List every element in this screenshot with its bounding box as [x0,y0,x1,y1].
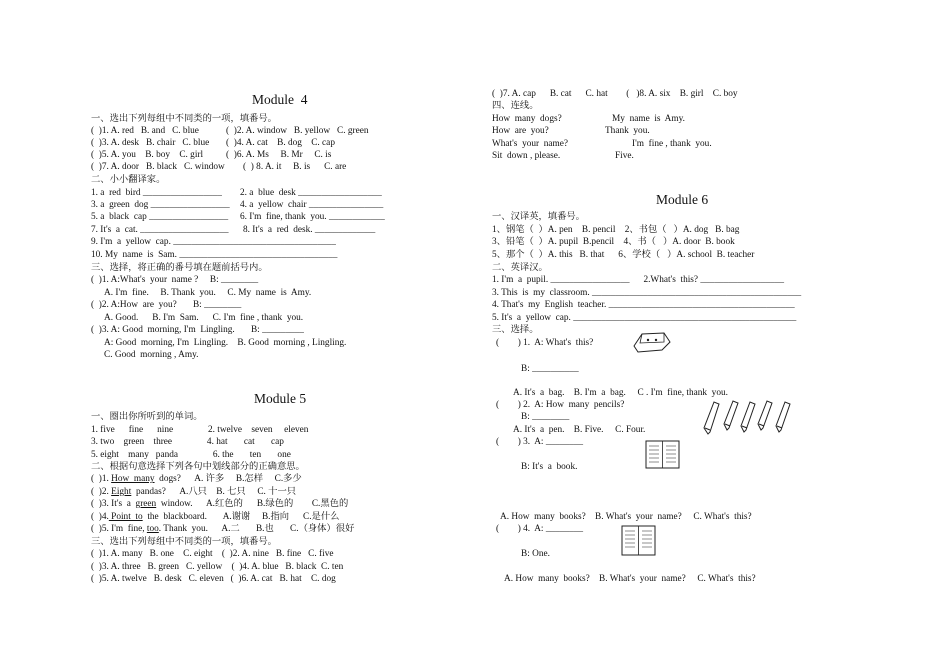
m4-q6: ( )6. A. Ms B. Mr C. is [226,150,332,160]
m4-choice-2: ( )2. A:How are you? B: ________ [91,300,242,310]
m4-translate-4: 4. a yellow chair ________________ [240,200,384,210]
m6-choice-4: ( ) 4. A: ________ [496,524,584,534]
m4-section-3-heading: 三、选择，将正确的番号填在题前括号内。 [91,263,268,273]
m4-translate-1: 1. a red bird _________________ [91,188,222,198]
m5-section-1-heading: 一、圈出你所听到的单词。 [91,412,203,422]
q-prefix: ( )5. I'm fine, [91,524,147,534]
m5-section-4-heading: 四、连线。 [492,101,539,111]
q-prefix: ( )1. [91,474,112,484]
pencils-icon [702,400,802,436]
q-rest: window. A.红色的 B.绿色的 C.黑色的 [156,499,349,509]
m4-choice-3-options-b: C. Good morning , Amy. [104,350,199,360]
book-icon [645,440,681,470]
m5-odd-2: ( )3. A. three B. green C. yellow ( )4. A. blue B. black C. ten [91,562,344,572]
m6-choice-4-options: A. How many books? B. What's your name? C. What's this? [504,574,756,584]
m4-q7: ( )7. A. door B. black C. window [91,162,225,172]
m6-yinghan-1: 1. I'm a pupil. _________________ 2.What's this? __________________ [492,275,785,285]
m5-odd-1: ( )1. A. many B. one C. eight ( )2. A. nine B. fine C. five [91,549,334,559]
m6-choice-2: ( ) 2. A: How many pencils? [496,400,625,410]
m4-translate-5: 5. a black cap _________________ [91,212,229,222]
m6-choice-3: ( ) 3. A: ________ [496,437,584,447]
m4-translate-9: 9. I'm a yellow cap. ___________________________________ [91,237,336,247]
underlined-word: too [146,524,159,534]
match-left-3: What's your name? [492,139,569,149]
m5-odd-3: ( )5. A. twelve B. desk C. eleven ( )6. A. cat B. hat C. dog [91,574,336,584]
q-rest: . Thank you. A.二 B.也 C.（身体）很好 [158,524,355,534]
m5-meaning-3 [91,498,348,510]
m4-choice-2-options: A. Good. B. I'm Sam. C. I'm fine , thank you. [104,313,304,323]
m4-section-2-heading: 二、小小翻译家。 [91,175,166,185]
m5-section-3-heading: 三、选出下列每组中不同类的一项，填番号。 [91,537,277,547]
underlined-word: green [135,499,157,509]
q-rest: dogs? A. 许多 B.怎样 C.多少 [154,474,302,484]
q-prefix: ( )2. [91,487,112,497]
m5-meaning-4 [91,511,339,523]
m5-section-2-heading: 二、根据句意选择下列各句中划线部分的正确意思。 [91,462,305,472]
m6-yinghan-4: 5. It's a yellow cap. ________________________________________________ [492,313,797,323]
m4-q5: ( )5. A. you B. boy C. girl [91,150,204,160]
match-right-3: I'm fine , thank you. [632,139,712,149]
match-left-4: Sit down , please. [492,151,561,161]
underlined-word: Point to [108,512,143,522]
m5-meaning-2 [91,486,296,498]
m5-meaning-1 [91,473,302,485]
m4-q8: ( ) 8. A. it B. is C. are [243,162,347,172]
module-5-title: Module 5 [254,391,307,406]
match-right-4: Five. [615,151,634,161]
m6-choice-2-options: A. It's a pen. B. Five. C. Four. [513,425,646,435]
m5-words-1: 1. five fine nine 2. twelve seven eleven [91,425,309,435]
m6-section-3-heading: 三、选择。 [492,325,539,335]
q-rest: the blackboard. A.谢谢 B.指向 C.是什么 [142,512,340,522]
m6-yinghan-3: 4. That's my English teacher. ________________________________________ [492,300,795,310]
module-4-title: Module 4 [252,92,308,107]
m4-choice-1: ( )1. A:What's your name ? B: ________ [91,275,259,285]
m4-translate-10: 10. My name is Sam. __________________________________ [91,250,338,260]
m6-choice-1: ( ) 1. A: What's this? [496,338,594,348]
underlined-word: Eight [111,487,132,497]
m4-choice-3-options-a: A: Good morning, I'm Lingling. B. Good morning , Lingling. [104,338,347,348]
m6-hanyi-2: 3、铅笔（ ）A. pupil B.pencil 4、书（ ）A. door B. book [492,237,735,247]
m4-q2: ( )2. A. window B. yellow C. green [226,126,369,136]
m5-meaning-5 [91,523,354,535]
m6-choice-3-options: A. How many books? B. What's your name? C. What's this? [500,512,752,522]
match-left-1: How many dogs? [492,114,562,124]
m6-choice-4-answer: B: One. [521,549,550,559]
m6-hanyi-1: 1、钢笔（ ）A. pen B. pencil 2、书包（ ）A. dog B. bag [492,225,740,235]
underlined-word: How many [111,474,155,484]
m6-section-1-heading: 一、汉译英，填番号。 [492,212,585,222]
m4-q3: ( )3. A. desk B. chair C. blue [91,138,210,148]
books-icon [621,525,657,557]
m6-section-2-heading: 二、英译汉。 [492,263,548,273]
m6-yinghan-2: 3. This is my classroom. _____________________________________________ [492,288,802,298]
match-right-2: Thank you. [605,126,650,136]
m6-choice-1-answer: B: __________ [521,364,579,374]
m4-section-1-heading: 一、选出下列每组中不同类的一项，填番号。 [91,114,277,124]
m4-choice-1-options: A. I'm fine. B. Thank you. C. My name is Amy. [104,288,312,298]
q-prefix: ( )4. [91,512,109,522]
bag-icon [630,330,672,354]
m4-translate-3: 3. a green dog _________________ [91,200,230,210]
m6-choice-1-options: A. It's a bag. B. I'm a bag. C . I'm fine, thank you. [513,388,728,398]
m4-q1: ( )1. A. red B. and C. blue [91,126,199,136]
m4-choice-3: ( )3. A: Good morning, I'm Lingling. B: _________ [91,325,304,335]
m5-words-3: 5. eight many panda 6. the ten one [91,450,291,460]
match-right-1: My name is Amy. [612,114,685,124]
m6-hanyi-3: 5、那个（ ）A. this B. that 6、学校（ ）A. school B. teacher [492,250,755,260]
m5-odd-4: ( )7. A. cap B. cat C. hat ( )8. A. six B. girl C. boy [492,89,738,99]
q-prefix: ( )3. It's a [91,499,136,509]
m4-translate-7: 7. It's a cat. ___________________ [91,225,229,235]
module-6-title: Module 6 [656,192,709,207]
q-rest: pandas? A.八只 B. 七只 C. 十一只 [131,487,297,497]
m6-choice-3-answer: B: It's a book. [521,462,578,472]
m4-translate-2: 2. a blue desk __________________ [240,188,382,198]
m4-translate-6: 6. I'm fine, thank you. ____________ [240,212,385,222]
m4-q4: ( )4. A. cat B. dog C. cap [226,138,335,148]
m4-translate-8: 8. It's a red desk. _____________ [243,225,376,235]
m6-choice-2-answer: B: ________ [521,412,570,422]
m5-words-2: 3. two green three 4. hat cat cap [91,437,284,447]
match-left-2: How are you? [492,126,549,136]
